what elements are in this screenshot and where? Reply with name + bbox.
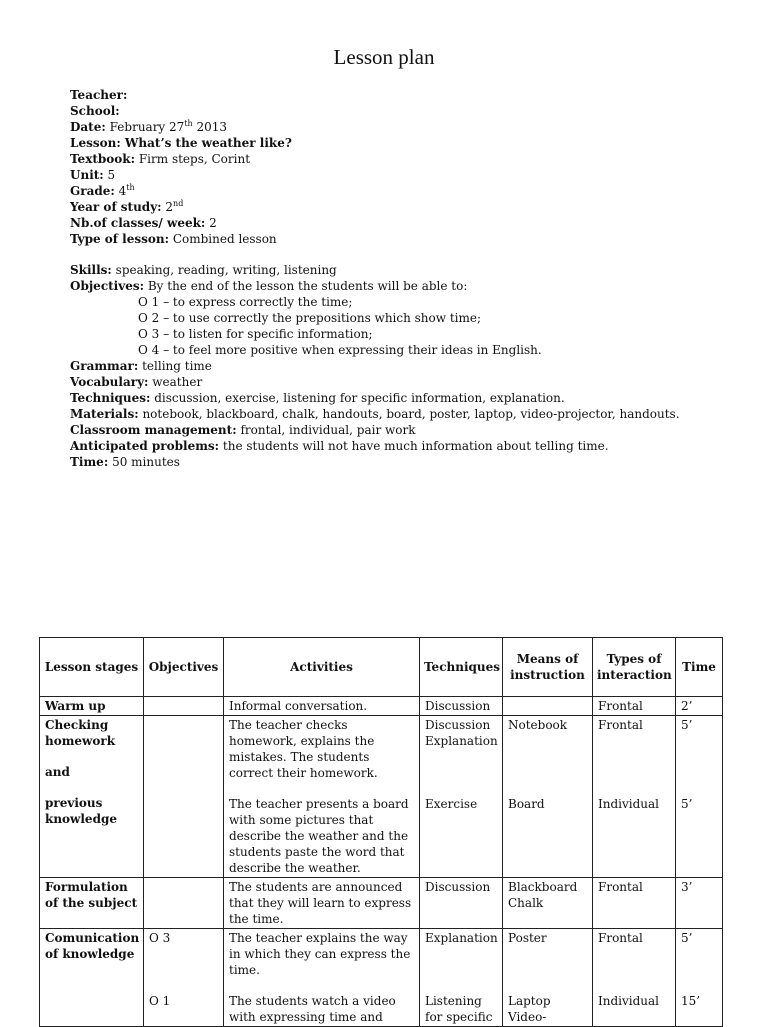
year-suffix: nd bbox=[173, 199, 184, 208]
technique-text: Explanation bbox=[425, 734, 498, 748]
unit-label: Unit: bbox=[70, 168, 104, 182]
column-header: Means of instruction bbox=[503, 638, 593, 697]
means-cell bbox=[503, 697, 593, 716]
column-header: Lesson stages bbox=[40, 638, 144, 697]
means-text: Video- bbox=[508, 1010, 547, 1024]
year-value: 2 bbox=[161, 200, 174, 214]
technique-cell bbox=[420, 929, 503, 1027]
classroom-value: frontal, individual, pair work bbox=[236, 423, 416, 437]
activity-cell bbox=[224, 929, 420, 1027]
interaction-cell: Frontal bbox=[593, 697, 676, 716]
stage-cell: Warm up bbox=[40, 697, 144, 716]
activity-text: The teacher presents a board with some pictures that describe the weather and the students paste the word that describe the weather. bbox=[229, 797, 409, 875]
time-text: 5’ bbox=[681, 797, 693, 811]
school-line bbox=[70, 103, 750, 119]
means-text: Poster bbox=[508, 931, 547, 945]
interaction-cell: Frontal bbox=[593, 878, 676, 929]
materials-line bbox=[70, 406, 750, 422]
textbook-label: Textbook: bbox=[70, 152, 136, 166]
objective-item: O 4 – to feel more positive when expressing their ideas in English. bbox=[138, 343, 542, 357]
date-value: February 27 bbox=[109, 120, 185, 134]
techniques-line bbox=[70, 390, 750, 406]
objective-item: O 3 – to listen for specific information; bbox=[138, 327, 373, 341]
technique-cell: Discussion bbox=[420, 878, 503, 929]
unit-value: 5 bbox=[103, 168, 116, 182]
time-label: Time: bbox=[70, 455, 109, 469]
skills-label: Skills: bbox=[70, 263, 112, 277]
time-text: 5’ bbox=[681, 718, 693, 732]
column-header: Types of interaction bbox=[593, 638, 676, 697]
lesson-title: Lesson: What’s the weather like? bbox=[70, 136, 292, 150]
means-cell bbox=[503, 878, 593, 929]
spacer bbox=[229, 978, 414, 993]
date-label: Date: bbox=[70, 120, 106, 134]
means-text: Laptop bbox=[508, 994, 551, 1008]
table-header-row bbox=[40, 638, 723, 697]
stage-text: Checking homework bbox=[45, 718, 116, 748]
classroom-label: Classroom management: bbox=[70, 423, 237, 437]
spacer bbox=[425, 946, 497, 993]
type-line bbox=[70, 231, 750, 247]
column-header: Time bbox=[676, 638, 723, 697]
spacer bbox=[508, 946, 587, 993]
date-year: 2013 bbox=[192, 120, 228, 134]
materials-value: notebook, blackboard, chalk, handouts, board, poster, laptop, video-projector, handouts. bbox=[138, 407, 680, 421]
teacher-label: Teacher: bbox=[70, 88, 128, 102]
techniques-label: Techniques: bbox=[70, 391, 151, 405]
lesson-header bbox=[70, 87, 750, 470]
time-value: 50 minutes bbox=[108, 455, 180, 469]
technique-text: Listening for specific bbox=[425, 994, 493, 1024]
classroom-line bbox=[70, 422, 750, 438]
activity-cell: The students are announced that they will learn to express the time. bbox=[224, 878, 420, 929]
time-cell: 3’ bbox=[676, 878, 723, 929]
technique-cell bbox=[420, 716, 503, 878]
stage-text: previous knowledge bbox=[45, 796, 117, 826]
materials-label: Materials: bbox=[70, 407, 139, 421]
spacer bbox=[425, 749, 497, 796]
time-cell: 2’ bbox=[676, 697, 723, 716]
grade-line bbox=[70, 183, 750, 199]
column-header: Techniques bbox=[420, 638, 503, 697]
objective-text: O 3 bbox=[149, 931, 171, 945]
means-text: Board bbox=[508, 797, 545, 811]
activity-text: The students watch a video with expressing time and bbox=[229, 994, 396, 1024]
objective-cell bbox=[144, 697, 224, 716]
problems-line bbox=[70, 438, 750, 454]
activity-text: The teacher checks homework, explains the mistakes. The students correct their homework. bbox=[229, 718, 378, 780]
time-cell bbox=[676, 716, 723, 878]
time-text: 15’ bbox=[681, 994, 701, 1008]
vocabulary-line bbox=[70, 374, 750, 390]
type-label: Type of lesson: bbox=[70, 232, 169, 246]
means-cell bbox=[503, 929, 593, 1027]
means-text: Notebook bbox=[508, 718, 568, 732]
technique-cell: Discussion bbox=[420, 697, 503, 716]
stage-text: and bbox=[45, 765, 70, 779]
interaction-cell bbox=[593, 716, 676, 878]
grammar-value: telling time bbox=[138, 359, 212, 373]
textbook-value: Firm steps, Corint bbox=[135, 152, 251, 166]
technique-text: Discussion bbox=[425, 718, 491, 732]
spacer bbox=[45, 780, 138, 795]
spacer bbox=[45, 749, 138, 764]
activity-text: The teacher explains the way in which they can express the time. bbox=[229, 931, 411, 977]
grammar-line bbox=[70, 358, 750, 374]
objective-item: O 2 – to use correctly the prepositions which show time; bbox=[138, 311, 482, 325]
column-header: Activities bbox=[224, 638, 420, 697]
activity-cell bbox=[224, 716, 420, 878]
page-title: Lesson plan bbox=[333, 45, 435, 69]
stage-cell bbox=[40, 716, 144, 878]
objectives-line bbox=[70, 278, 750, 294]
techniques-value: discussion, exercise, listening for specific information, explanation. bbox=[150, 391, 565, 405]
unit-line bbox=[70, 167, 750, 183]
teacher-line bbox=[70, 87, 750, 103]
objectives-label: Objectives: bbox=[70, 279, 145, 293]
classes-value: 2 bbox=[205, 216, 217, 230]
textbook-line bbox=[70, 151, 750, 167]
stage-cell: Comunication of knowledge bbox=[40, 929, 144, 1027]
time-line bbox=[70, 454, 750, 470]
interaction-text: Individual bbox=[598, 797, 660, 811]
technique-text: Explanation bbox=[425, 931, 498, 945]
problems-value: the students will not have much information about telling time. bbox=[219, 439, 609, 453]
spacer bbox=[681, 946, 717, 993]
skills-line bbox=[70, 262, 750, 278]
grammar-label: Grammar: bbox=[70, 359, 139, 373]
column-header: Objectives bbox=[144, 638, 224, 697]
spacer bbox=[149, 946, 218, 993]
date-suffix: th bbox=[184, 119, 193, 128]
objective-cell bbox=[144, 878, 224, 929]
objective-cell bbox=[144, 929, 224, 1027]
type-value: Combined lesson bbox=[169, 232, 277, 246]
year-line bbox=[70, 199, 750, 215]
vocabulary-label: Vocabulary: bbox=[70, 375, 149, 389]
grade-value: 4 bbox=[114, 184, 127, 198]
table-row bbox=[40, 716, 723, 878]
date-line bbox=[70, 119, 750, 135]
lesson-stages-table bbox=[39, 637, 723, 1027]
spacer bbox=[229, 781, 414, 796]
spacer bbox=[598, 946, 670, 993]
spacer bbox=[598, 733, 670, 796]
vocabulary-value: weather bbox=[148, 375, 203, 389]
objective-item: O 1 – to express correctly the time; bbox=[138, 295, 353, 309]
interaction-text: Frontal bbox=[598, 931, 643, 945]
skills-value: speaking, reading, writing, listening bbox=[111, 263, 337, 277]
problems-label: Anticipated problems: bbox=[70, 439, 220, 453]
means-text: Blackboard bbox=[508, 880, 578, 894]
stage-cell: Formulation of the subject bbox=[40, 878, 144, 929]
time-cell bbox=[676, 929, 723, 1027]
interaction-text: Individual bbox=[598, 994, 660, 1008]
objective-cell bbox=[144, 716, 224, 878]
interaction-text: Frontal bbox=[598, 718, 643, 732]
year-label: Year of study: bbox=[70, 200, 162, 214]
spacer bbox=[681, 733, 717, 796]
table-row bbox=[40, 929, 723, 1027]
table-row bbox=[40, 697, 723, 716]
time-text: 5’ bbox=[681, 931, 693, 945]
means-cell bbox=[503, 716, 593, 878]
table-row bbox=[40, 878, 723, 929]
means-text: Chalk bbox=[508, 896, 544, 910]
lesson-line bbox=[70, 135, 750, 151]
grade-label: Grade: bbox=[70, 184, 115, 198]
spacer bbox=[70, 247, 750, 262]
technique-text: Exercise bbox=[425, 797, 478, 811]
interaction-cell bbox=[593, 929, 676, 1027]
school-label: School: bbox=[70, 104, 120, 118]
grade-suffix: th bbox=[126, 183, 135, 192]
spacer bbox=[508, 733, 587, 796]
classes-line bbox=[70, 215, 750, 231]
activity-cell: Informal conversation. bbox=[224, 697, 420, 716]
objective-text: O 1 bbox=[149, 994, 171, 1008]
classes-label: Nb.of classes/ week: bbox=[70, 216, 206, 230]
objectives-intro: By the end of the lesson the students will be able to: bbox=[144, 279, 468, 293]
